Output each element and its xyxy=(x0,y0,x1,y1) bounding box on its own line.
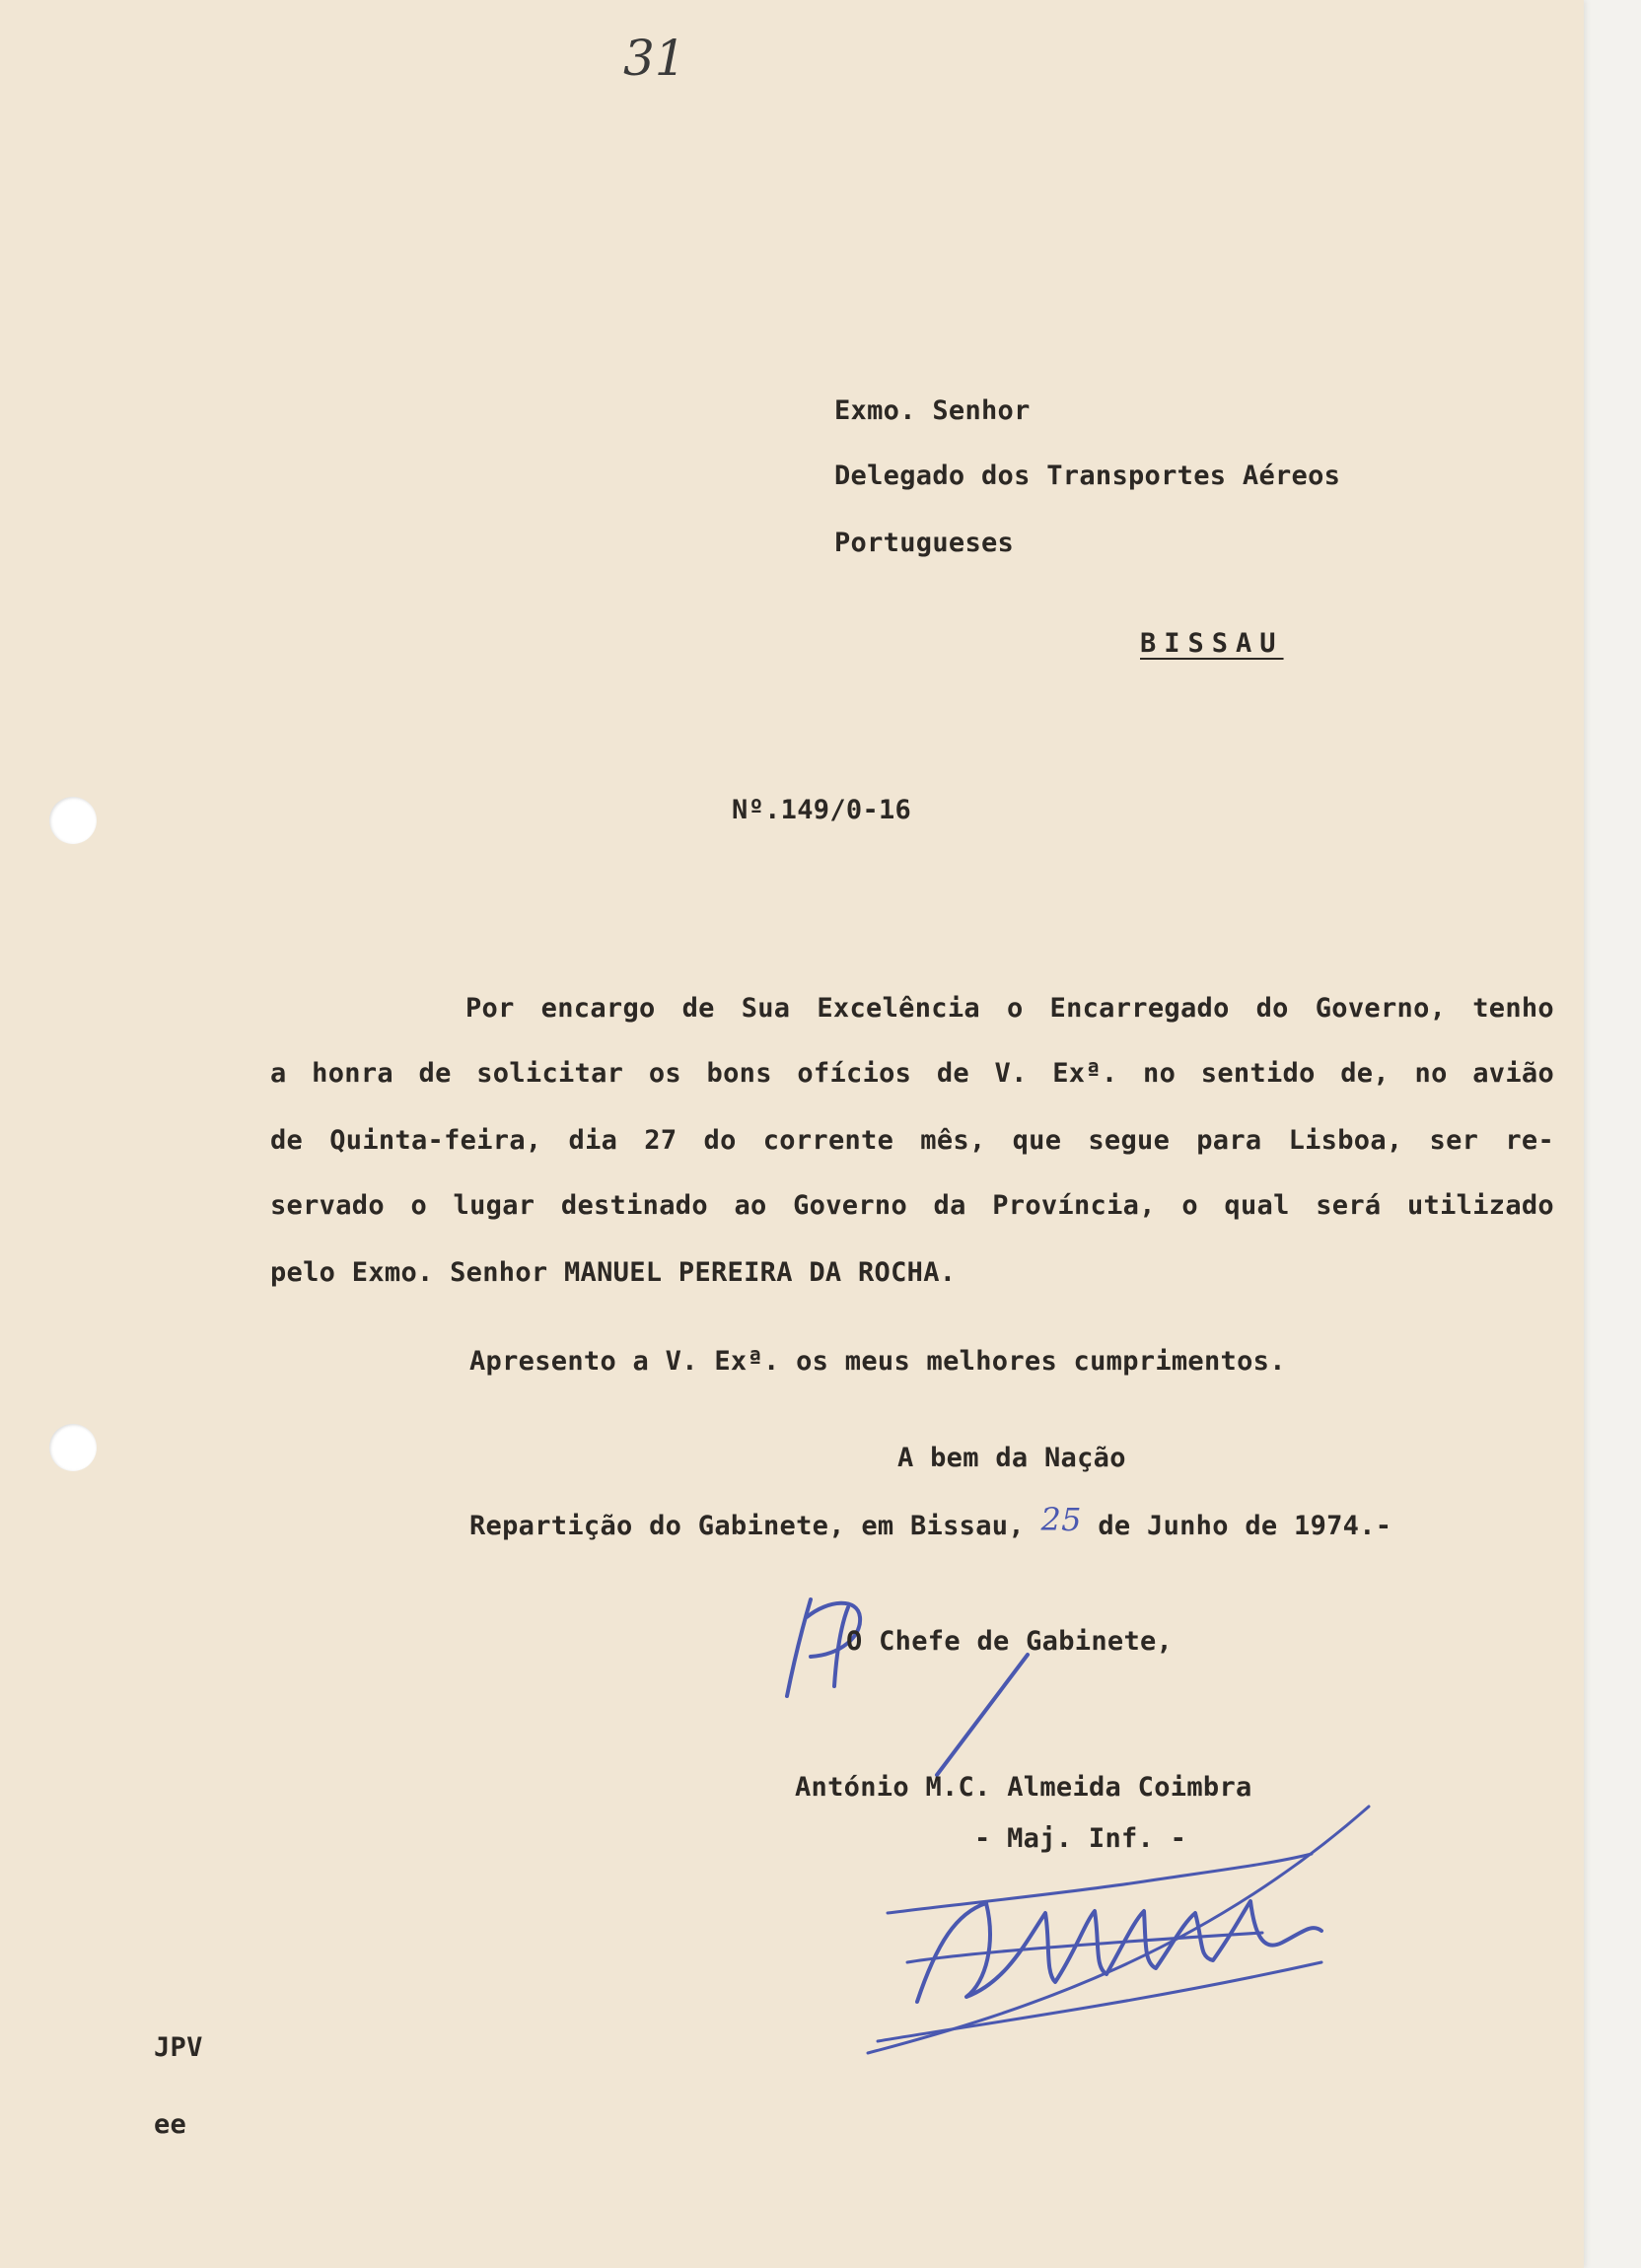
date-line xyxy=(469,1501,1392,1543)
body-line-3: de Quinta-feira, dia 27 do corrente mês, que segue para Lisboa, ser re- xyxy=(270,1125,1554,1156)
body-line-2: a honra de solicitar os bons ofícios de V. Exª. no sentido de, no avião xyxy=(270,1058,1554,1089)
body-closing: Apresento a V. Exª. os meus melhores cumprimentos. xyxy=(469,1346,1286,1377)
typist-initials-2: ee xyxy=(154,2109,187,2140)
signatory-name: António M.C. Almeida Coimbra xyxy=(795,1772,1252,1803)
page-number-annotation: 31 xyxy=(623,30,686,87)
date-line-suffix: de Junho de 1974.- xyxy=(1098,1511,1392,1541)
signatory-rank: - Maj. Inf. - xyxy=(974,1823,1187,1854)
salutation: A bem da Nação xyxy=(897,1443,1126,1473)
body-line-4: servado o lugar destinado ao Governo da Província, o qual será utilizado xyxy=(270,1190,1554,1221)
recipient-line-2: Delegado dos Transportes Aéreos xyxy=(834,461,1341,491)
recipient-line-3: Portugueses xyxy=(834,528,1015,558)
handwritten-signature xyxy=(848,1795,1381,2071)
signature-title: O Chefe de Gabinete, xyxy=(846,1626,1174,1657)
reference-number: Nº.149/0-16 xyxy=(732,795,912,825)
body-line-5: pelo Exmo. Senhor MANUEL PEREIRA DA ROCHA. xyxy=(270,1257,957,1288)
date-day-handwritten: 25 xyxy=(1040,1501,1082,1538)
punch-hole-top xyxy=(49,797,97,844)
date-line-prefix: Repartição do Gabinete, em Bissau, xyxy=(469,1511,1025,1541)
per-procuration-mark xyxy=(749,1578,1045,1795)
recipient-line-1: Exmo. Senhor xyxy=(834,395,1031,426)
recipient-city: BISSAU xyxy=(1140,628,1284,659)
body-line-1: Por encargo de Sua Excelência o Encarregado do Governo, tenho xyxy=(465,993,1554,1024)
punch-hole-bottom xyxy=(49,1424,97,1471)
typist-initials-1: JPV xyxy=(154,2032,203,2063)
